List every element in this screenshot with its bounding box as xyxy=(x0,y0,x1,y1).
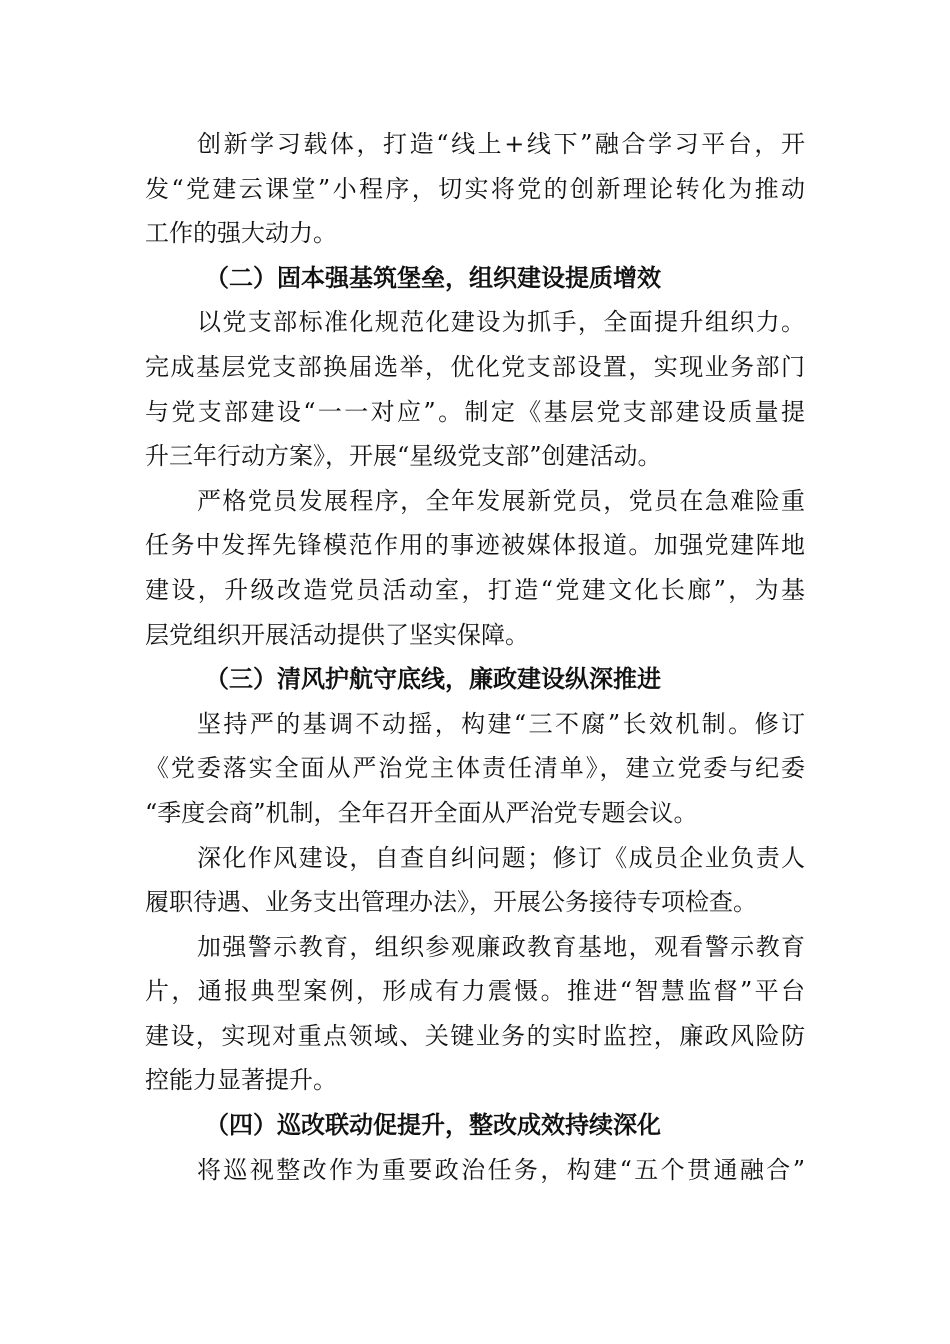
text-line: 控能力显著提升。 xyxy=(145,1066,337,1095)
text-line: 与党支部建设“一一对应”。制定《基层党支部建设质量提 xyxy=(145,397,805,426)
text-line: 建设，实现对重点领域、关键业务的实时监控，廉政风险防 xyxy=(145,1021,805,1050)
text-line: 层党组织开展活动提供了坚实保障。 xyxy=(145,620,529,649)
paragraph xyxy=(145,122,805,256)
text-line: 工作的强大动力。 xyxy=(145,219,337,248)
text-line: （四）巡改联动促提升，整改成效持续深化 xyxy=(205,1110,661,1140)
text-line: 创新学习载体，打造“线上+线下”融合学习平台，开 xyxy=(197,130,805,158)
text-line: 升三年行动方案》，开展“星级党支部”创建活动。 xyxy=(145,442,662,471)
document-page xyxy=(145,122,805,1192)
text-line: “季度会商”机制，全年召开全面从严治党专题会议。 xyxy=(145,798,698,827)
text-line: 发“党建云课堂”小程序，切实将党的创新理论转化为推动 xyxy=(145,174,805,203)
text-line: 严格党员发展程序，全年发展新党员，党员在急难险重 xyxy=(197,486,805,515)
paragraph xyxy=(145,702,805,836)
text-line: 加强警示教育，组织参观廉政教育基地，观看警示教育 xyxy=(197,932,805,961)
paragraph xyxy=(145,836,805,925)
section-heading xyxy=(145,256,805,301)
paragraph xyxy=(145,479,805,657)
text-line: 完成基层党支部换届选举，优化党支部设置，实现业务部门 xyxy=(145,352,805,381)
text-line: 片，通报典型案例，形成有力震慑。推进“智慧监督”平台 xyxy=(145,977,805,1006)
paragraph xyxy=(145,300,805,478)
section-heading xyxy=(145,1103,805,1148)
text-line: 《党委落实全面从严治党主体责任清单》，建立党委与纪委 xyxy=(145,754,805,783)
text-line: 深化作风建设，自查自纠问题；修订《成员企业负责人 xyxy=(197,843,805,872)
text-line: （三）清风护航守底线，廉政建设纵深推进 xyxy=(205,664,661,694)
text-line: 以党支部标准化规范化建设为抓手，全面提升组织力。 xyxy=(197,308,805,337)
text-line: 建设，升级改造党员活动室，打造“党建文化长廊”，为基 xyxy=(145,575,805,604)
text-line: 任务中发挥先锋模范作用的事迹被媒体报道。加强党建阵地 xyxy=(145,531,805,560)
paragraph xyxy=(145,925,805,1103)
paragraph xyxy=(145,1148,805,1193)
text-line: 履职待遇、业务支出管理办法》，开展公务接待专项检查。 xyxy=(145,888,757,917)
text-line: （二）固本强基筑堡垒，组织建设提质增效 xyxy=(205,262,661,292)
section-heading xyxy=(145,657,805,702)
text-line: 坚持严的基调不动摇，构建“三不腐”长效机制。修订 xyxy=(197,709,805,738)
text-line: 将巡视整改作为重要政治任务，构建“五个贯通融合” xyxy=(197,1155,805,1184)
